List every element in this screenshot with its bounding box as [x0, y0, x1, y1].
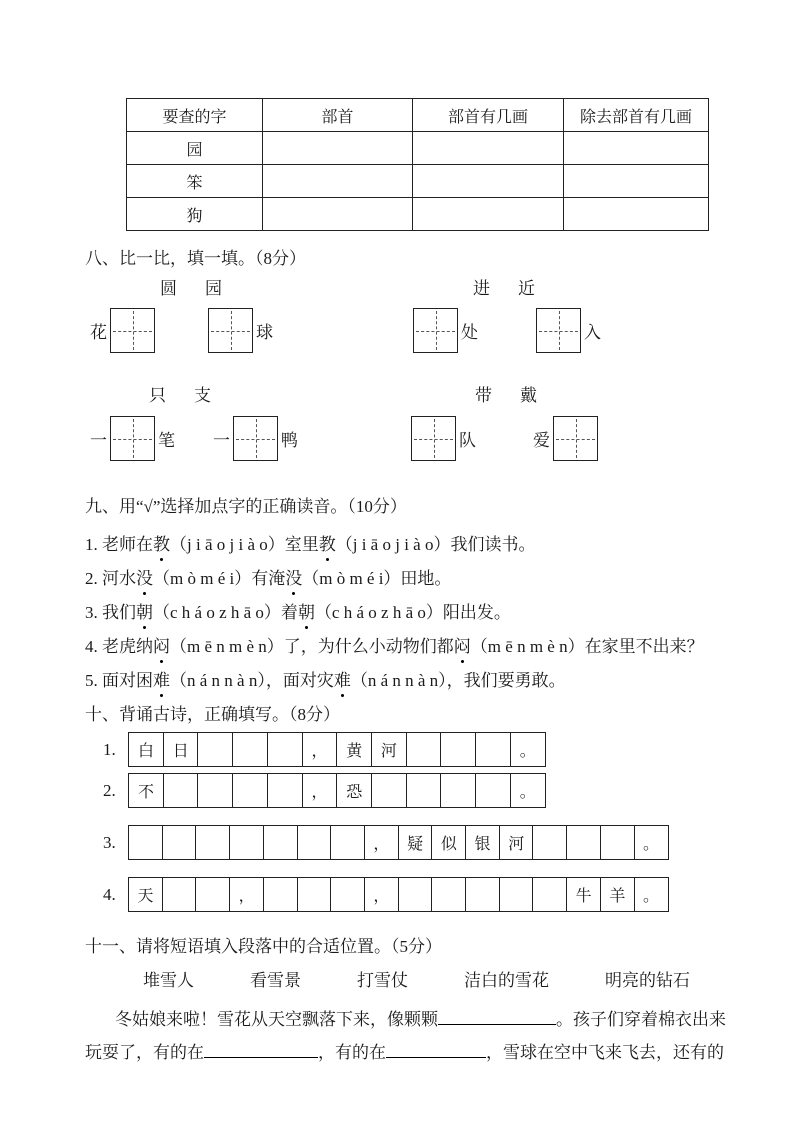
fill-item-text: 笔	[158, 431, 175, 450]
empty-cell	[564, 132, 709, 165]
poem-cell: 银	[465, 825, 500, 860]
emphasized-char: 朝	[298, 596, 315, 630]
poem-cell	[475, 732, 511, 767]
pronunciation-line	[85, 528, 708, 562]
poem-cells	[128, 732, 546, 767]
phrase-item: 看雪景	[250, 971, 301, 990]
poem-cell	[475, 773, 511, 808]
text-segment: 1. 老师在	[85, 535, 153, 554]
character-cell: 狗	[127, 198, 263, 231]
pronunciation-line	[85, 596, 708, 630]
phrase-item: 堆雪人	[143, 971, 194, 990]
poem-cell	[600, 825, 635, 860]
poem-cell	[229, 825, 264, 860]
poem-cell	[267, 732, 303, 767]
fill-item-text: 一	[90, 431, 107, 450]
compare-label: 只	[149, 386, 166, 405]
poem-cell: 日	[163, 732, 199, 767]
poem-cells	[128, 877, 669, 912]
text-segment: （c h á o z h ā o）着	[153, 603, 298, 622]
poem-cell	[232, 732, 268, 767]
text-segment: 3. 我们	[85, 603, 136, 622]
fill-item	[533, 308, 601, 353]
empty-cell	[413, 198, 564, 231]
fill-item-text: 队	[459, 431, 476, 450]
table-row	[127, 165, 709, 198]
phrase-item: 打雪仗	[357, 971, 408, 990]
blank-line	[386, 1042, 486, 1058]
text-segment: （m ē n m è n）在家里不出来？	[470, 637, 704, 656]
text-segment: ，有的在	[318, 1043, 386, 1062]
compare-label: 园	[205, 279, 222, 298]
tianzige-box	[110, 416, 155, 461]
fill-item	[533, 416, 601, 461]
table-header-cell: 部首有几画	[413, 99, 564, 132]
poem-cell: ，	[364, 877, 399, 912]
poem-cell: ，	[302, 732, 338, 767]
poem-row-number: 1.	[103, 739, 116, 759]
tianzige-box	[233, 416, 278, 461]
character-cell: 园	[127, 132, 263, 165]
poem-cell: 似	[431, 825, 466, 860]
compare-row	[85, 279, 708, 376]
table-header-cell: 部首	[263, 99, 413, 132]
compare-label: 戴	[520, 386, 537, 405]
text-segment: 。孩子们穿着棉衣出来	[556, 1010, 726, 1029]
fill-item	[213, 416, 298, 461]
paragraph-line	[85, 1003, 726, 1036]
poem-cell	[162, 877, 197, 912]
text-segment: （c h á o z h ā o）阳出发。	[314, 603, 511, 622]
phrase-row	[85, 970, 708, 992]
pronunciation-line	[85, 630, 708, 664]
text-segment: 冬姑娘来啦！雪花从天空飘落下来，像颗颗	[115, 1010, 438, 1029]
poem-cell	[197, 773, 233, 808]
poem-cell	[465, 877, 500, 912]
fill-item	[408, 416, 476, 461]
emphasized-char: 难	[153, 664, 170, 698]
poem-cell	[330, 877, 365, 912]
section-phrases-title: 十一、请将短语填入段落中的合适位置。（5分）	[85, 937, 442, 956]
phrase-item: 明亮的钻石	[605, 971, 690, 990]
poem-cell	[297, 825, 332, 860]
blank-line	[204, 1042, 318, 1058]
fill-item-text: 球	[256, 323, 273, 342]
poem-row	[85, 877, 708, 912]
poem-cell: 。	[510, 732, 546, 767]
text-segment: （n á n n à n），我们要勇敢。	[350, 671, 566, 690]
text-segment: （n á n n à n），面对灾	[170, 671, 334, 690]
empty-cell	[564, 198, 709, 231]
poem-cells	[128, 773, 546, 808]
poem-cell: ，	[302, 773, 338, 808]
text-segment: （m ò m é i）田地。	[302, 569, 452, 588]
compare-label: 近	[518, 279, 535, 298]
poem-cell: 黄	[336, 732, 372, 767]
poem-cell	[195, 877, 230, 912]
emphasized-char: 教	[153, 528, 170, 562]
empty-cell	[413, 132, 564, 165]
poem-row-number: 2.	[103, 780, 116, 800]
emphasized-char: 教	[319, 528, 336, 562]
emphasized-char: 没	[285, 562, 302, 596]
poem-cell	[406, 732, 442, 767]
poem-cell	[371, 773, 407, 808]
poem-cell	[431, 877, 466, 912]
compare-label-pair	[160, 279, 222, 299]
poem-grid	[85, 732, 708, 912]
tianzige-box	[413, 308, 458, 353]
text-segment: （j i ā o j i à o）室里	[170, 535, 319, 554]
poem-cell: 白	[128, 732, 164, 767]
poem-cell	[162, 825, 197, 860]
poem-row	[85, 773, 708, 808]
text-segment: （m ē n m è n）了，为什么小动物们都	[170, 637, 454, 656]
poem-cell: 河	[371, 732, 407, 767]
tianzige-box	[208, 308, 253, 353]
poem-row	[85, 825, 708, 860]
emphasized-char: 闷	[454, 630, 471, 664]
poem-cell: ，	[364, 825, 399, 860]
fill-item-text: 鸭	[281, 431, 298, 450]
pronunciation-line	[85, 664, 708, 698]
tianzige-box	[536, 308, 581, 353]
compare-label-pair	[149, 386, 211, 406]
compare-row	[85, 376, 708, 488]
emphasized-char: 闷	[153, 630, 170, 664]
empty-cell	[263, 198, 413, 231]
poem-cell: 牛	[566, 877, 601, 912]
fill-item	[90, 416, 175, 461]
fill-item	[410, 308, 478, 353]
text-segment: ，雪球在空中飞来飞去，还有的	[486, 1043, 724, 1062]
poem-cell	[263, 825, 298, 860]
poem-cell	[197, 732, 233, 767]
poem-cell	[440, 773, 476, 808]
emphasized-char: 难	[334, 664, 351, 698]
poem-row-number: 3.	[103, 832, 116, 852]
fill-item-text: 处	[461, 323, 478, 342]
pronunciation-line	[85, 562, 708, 596]
poem-cell: 羊	[600, 877, 635, 912]
fill-item-text: 花	[90, 323, 107, 342]
empty-cell	[413, 165, 564, 198]
poem-cell: ，	[229, 877, 264, 912]
poem-cell	[406, 773, 442, 808]
poem-row	[85, 732, 708, 767]
pronunciation-list	[85, 528, 708, 698]
tianzige-box	[411, 416, 456, 461]
poem-cell	[195, 825, 230, 860]
emphasized-char: 没	[136, 562, 153, 596]
fill-item-text: 爱	[533, 431, 550, 450]
poem-cells	[128, 825, 669, 860]
compare-label: 圆	[160, 279, 177, 298]
character-cell: 笨	[127, 165, 263, 198]
poem-cell: 河	[499, 825, 534, 860]
poem-cell: 。	[634, 877, 669, 912]
compare-label: 进	[473, 279, 490, 298]
poem-cell	[532, 825, 567, 860]
table-header-row	[127, 99, 709, 132]
empty-cell	[263, 132, 413, 165]
poem-cell: 。	[510, 773, 546, 808]
paragraph-line	[85, 1036, 724, 1069]
section-pronunciation-title: 九、用“√”选择加点字的正确读音。（10分）	[85, 497, 407, 516]
compare-label-pair	[473, 279, 535, 299]
poem-cell	[440, 732, 476, 767]
poem-cell: 恐	[336, 773, 372, 808]
poem-cell: 天	[128, 877, 163, 912]
poem-cell	[330, 825, 365, 860]
fill-item-text: 一	[213, 431, 230, 450]
fill-item-text: 入	[584, 323, 601, 342]
poem-cell: 不	[128, 773, 164, 808]
poem-cell	[499, 877, 534, 912]
phrase-item: 洁白的雪花	[464, 971, 549, 990]
poem-cell	[532, 877, 567, 912]
text-segment: （j i ā o j i à o）我们读书。	[335, 535, 536, 554]
poem-cell	[566, 825, 601, 860]
emphasized-char: 朝	[136, 596, 153, 630]
blank-line	[438, 1009, 556, 1025]
poem-cell	[163, 773, 199, 808]
poem-cell	[263, 877, 298, 912]
text-segment: 玩耍了，有的在	[85, 1043, 204, 1062]
poem-row-number: 4.	[103, 884, 116, 904]
table-row	[127, 132, 709, 165]
paragraph	[85, 1003, 726, 1069]
lookup-table	[126, 98, 709, 231]
table-header-cell: 除去部首有几画	[564, 99, 709, 132]
empty-cell	[263, 165, 413, 198]
tianzige-box	[110, 308, 155, 353]
text-segment: （m ò m é i）有淹	[153, 569, 286, 588]
text-segment: 5. 面对困	[85, 671, 153, 690]
tianzige-box	[553, 416, 598, 461]
poem-cell	[128, 825, 163, 860]
compare-label-pair	[475, 386, 537, 406]
text-segment: 2. 河水	[85, 569, 136, 588]
empty-cell	[564, 165, 709, 198]
poem-cell	[297, 877, 332, 912]
fill-item	[205, 308, 273, 353]
section-poem-title: 十、背诵古诗，正确填写。（8分）	[85, 705, 340, 724]
poem-cell	[232, 773, 268, 808]
poem-cell: 疑	[398, 825, 433, 860]
poem-cell	[398, 877, 433, 912]
table-row	[127, 198, 709, 231]
text-segment: 4. 老虎纳	[85, 637, 153, 656]
compare-label: 支	[194, 386, 211, 405]
table-header-cell: 要查的字	[127, 99, 263, 132]
fill-item	[90, 308, 158, 353]
compare-label: 带	[475, 386, 492, 405]
poem-cell: 。	[634, 825, 669, 860]
section-compare-title: 八、比一比，填一填。（8分）	[85, 249, 306, 268]
poem-cell	[267, 773, 303, 808]
